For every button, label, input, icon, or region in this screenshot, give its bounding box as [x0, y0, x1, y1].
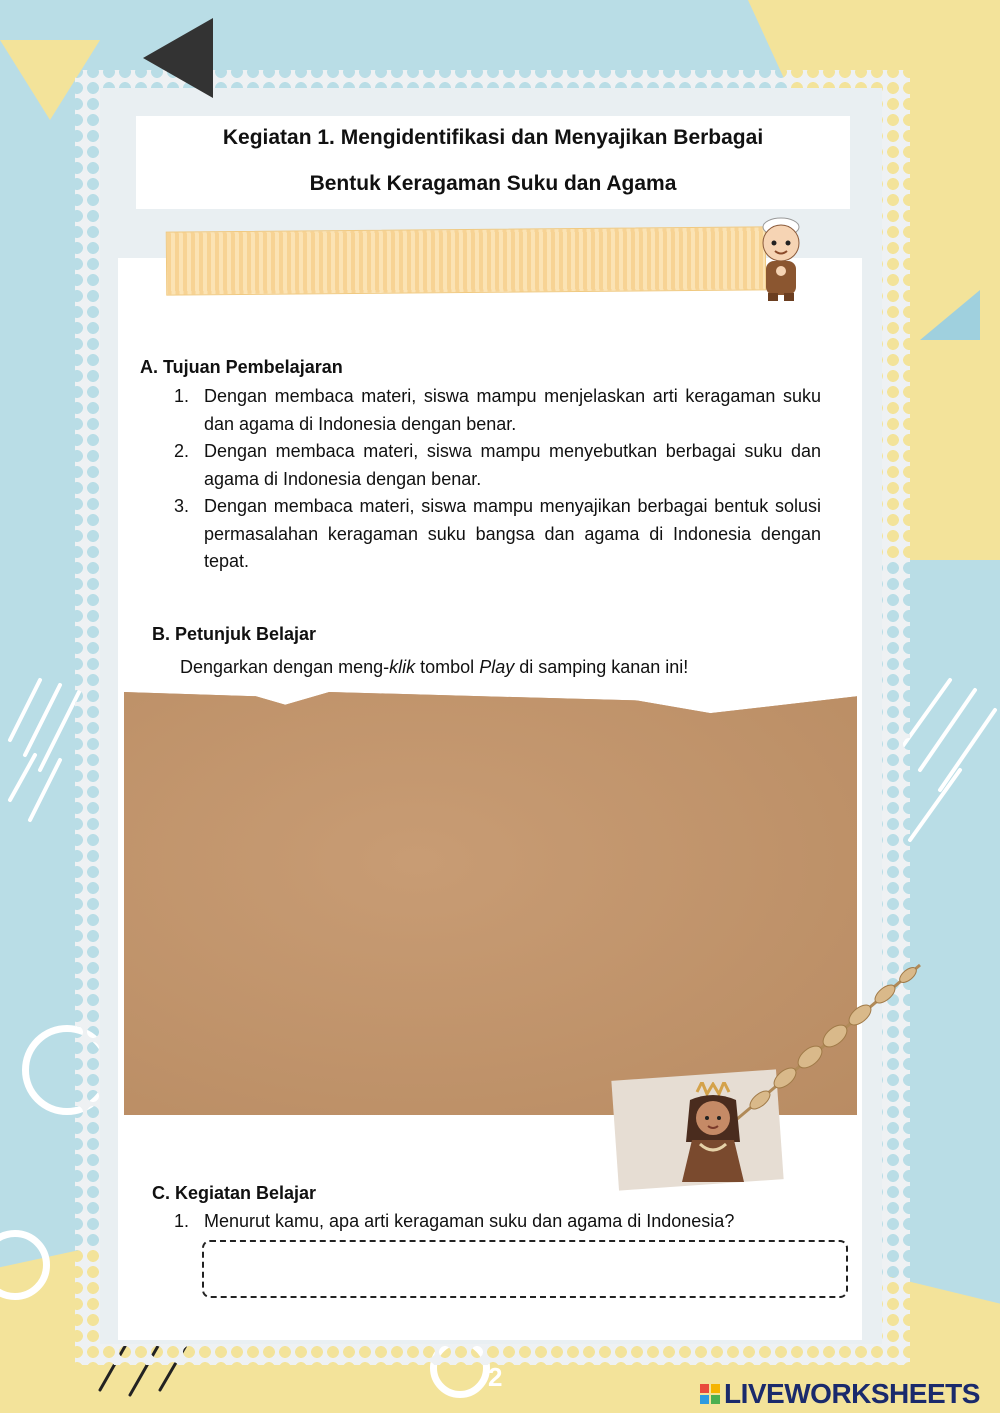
list-item-number: 1. — [174, 386, 190, 406]
answer-field[interactable] — [202, 1240, 848, 1298]
instruction-part: Dengarkan dengan meng- — [180, 657, 390, 677]
girl-figure-icon — [672, 1082, 754, 1192]
mascot-boy-icon — [752, 213, 810, 305]
question-list — [174, 1208, 821, 1236]
list-item-text: Dengan membaca materi, siswa mampu menyebutkan berbagai suku dan agama di Indonesia dengan benar. — [204, 441, 821, 489]
list-item — [174, 438, 821, 493]
question-text: Menurut kamu, apa arti keragaman suku dan agama di Indonesia? — [204, 1211, 735, 1231]
page-number: 2 — [488, 1362, 503, 1392]
title-box — [136, 116, 850, 209]
page-title-line1: Kegiatan 1. Mengidentifikasi dan Menyajikan Berbagai — [222, 126, 764, 149]
washi-tape — [166, 226, 767, 295]
question-number: 1. — [174, 1211, 190, 1231]
decor-triangle-dark — [143, 18, 213, 98]
page-title-line2: Bentuk Keragaman Suku dan Agama — [309, 172, 677, 195]
brand-name: LIVEWORKSHEETS — [724, 1378, 980, 1409]
brand-logo[interactable] — [700, 1378, 980, 1410]
list-item-text: Dengan membaca materi, siswa mampu menyajikan berbagai bentuk solusi permasalahan keragaman suku bangsa dan agama di Indonesia dengan tepat. — [204, 496, 821, 571]
section-c-heading: C. Kegiatan Belajar — [152, 1183, 317, 1203]
section-a-heading: A. Tujuan Pembelajaran — [140, 357, 343, 377]
instruction-part: di samping kanan ini! — [514, 657, 689, 677]
list-item — [174, 383, 821, 438]
instruction-text — [180, 657, 688, 678]
list-item-number: 3. — [174, 496, 190, 516]
objectives-list — [174, 383, 821, 576]
section-b-heading: B. Petunjuk Belajar — [152, 624, 317, 644]
instruction-part: tombol — [415, 657, 480, 677]
liveworksheets-logo-icon — [700, 1384, 720, 1404]
list-item — [174, 493, 821, 576]
instruction-play: Play — [479, 657, 515, 677]
instruction-klik: klik — [389, 657, 416, 677]
question-item — [174, 1208, 821, 1236]
list-item-text: Dengan membaca materi, siswa mampu menjelaskan arti keragaman suku dan agama di Indonesia dengan benar. — [204, 386, 821, 434]
list-item-number: 2. — [174, 441, 190, 461]
